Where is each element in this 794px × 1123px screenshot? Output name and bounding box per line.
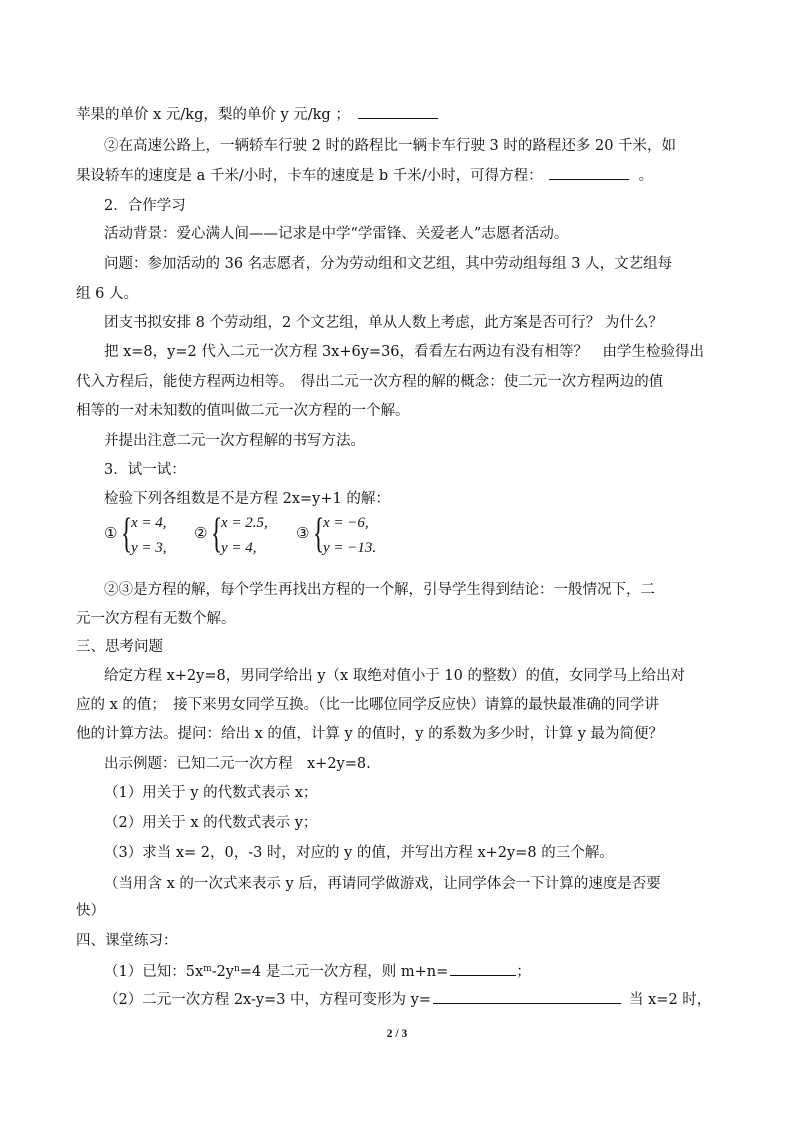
equation: x = 2.5, <box>221 515 268 531</box>
text-line: 相等的一对未知数的值叫做二元一次方程的一个解。 <box>76 403 410 419</box>
text-line: （1）已知：$5x^m-2y^n=4$ 是二元一次方程，则 m+n= ； <box>104 959 531 982</box>
brace-icon: { <box>121 511 133 557</box>
text-line: 出示例题：已知二元一次方程 x+2y=8. <box>104 756 371 772</box>
system-label: ① <box>104 526 118 542</box>
text-line: 组 6 人。 <box>76 286 138 302</box>
equation: y = 3, <box>131 540 167 556</box>
text-line: 并提出注意二元一次方程解的书写方法。 <box>104 433 365 449</box>
brace-icon: { <box>313 511 325 557</box>
section-heading: 2．合作学习 <box>104 198 186 214</box>
section-heading: 三、思考问题 <box>76 639 163 655</box>
text-line: 快） <box>76 903 105 919</box>
equation: x = −6, <box>323 515 369 531</box>
text-line: 团支书拟安排 8 个劳动组，2 个文艺组，单从人数上考虑，此方案是否可行？ 为什么？ <box>104 315 663 331</box>
text-line: ②在高速公路上，一辆轿车行驶 2 时的路程比一辆卡车行驶 3 时的路程还多 20 千米，如 <box>104 138 677 154</box>
section-heading: 3．试一试： <box>104 462 186 478</box>
text-line: （2）用关于 x 的代数式表示 y； <box>104 815 318 831</box>
text-line: （3）求当 x= 2，0，-3 时，对应的 y 的值，并写出方程 x+2y=8 的三个解。 <box>104 845 614 861</box>
text-line: 果设轿车的速度是 a 千米/小时，卡车的速度是 b 千米/小时，可得方程： 。 <box>76 165 653 186</box>
text-line: 检验下列各组数是不是方程 2x=y+1 的解： <box>104 491 390 507</box>
equation: x = 4, <box>131 515 167 531</box>
equation: y = −13. <box>323 540 377 556</box>
text-line: （1）用关于 y 的代数式表示 x； <box>104 785 318 801</box>
text-line: 元一次方程有无数个解。 <box>76 611 236 627</box>
system-label: ② <box>194 526 208 542</box>
text-line: 应的 x 的值； 接下来男女同学互换。（比一比哪位同学反应快）请算的最快最准确的同学讲 <box>76 697 659 713</box>
brace-icon: { <box>211 511 223 557</box>
text-line: 苹果的单价 x 元/kg，梨的单价 y 元/kg ； <box>76 104 438 125</box>
text-line: （当用含 x 的一次式来表示 y 后，再请同学做游戏，让同学体会一下计算的速度是否要 <box>104 876 661 892</box>
equation: y = 4, <box>221 540 257 556</box>
text-line: 给定方程 x+2y=8，男同学给出 y（x 取绝对值小于 10 的整数）的值，女同学马上给出对 <box>104 668 685 684</box>
text-line: 代入方程后，能使方程两边相等。 得出二元一次方程的解的概念：使二元一次方程两边的值 <box>76 374 664 390</box>
answer-blank <box>433 989 621 1004</box>
section-heading: 四、课堂练习： <box>76 933 178 949</box>
answer-blank <box>358 104 438 119</box>
system-label: ③ <box>296 526 310 542</box>
answer-blank <box>450 961 516 976</box>
text-line: 活动背景：爱心满人间——记求是中学“学雷锋、关爱老人”志愿者活动。 <box>104 226 569 242</box>
page-number: 2 / 3 <box>386 1028 408 1040</box>
text-line: 把 x=8，y=2 代入二元一次方程 3x+6y=36，看看左右两边有没有相等？ 由学生检验得出 <box>104 344 705 360</box>
text-line: 问题：参加活动的 36 名志愿者，分为劳动组和文艺组，其中劳动组每组 3 人，文艺组每 <box>104 256 673 272</box>
answer-blank <box>549 165 629 180</box>
text-line: （2）二元一次方程 2x-y=3 中，方程可变形为 y= 当 x=2 时， <box>104 989 711 1010</box>
text-line: 他的计算方法。提问：给出 x 的值，计算 y 的值时，y 的系数为多少时，计算 y 最为简便？ <box>76 726 664 742</box>
text-line: ②③是方程的解，每个学生再找出方程的一个解，引导学生得到结论：一般情况下，二 <box>104 582 655 598</box>
